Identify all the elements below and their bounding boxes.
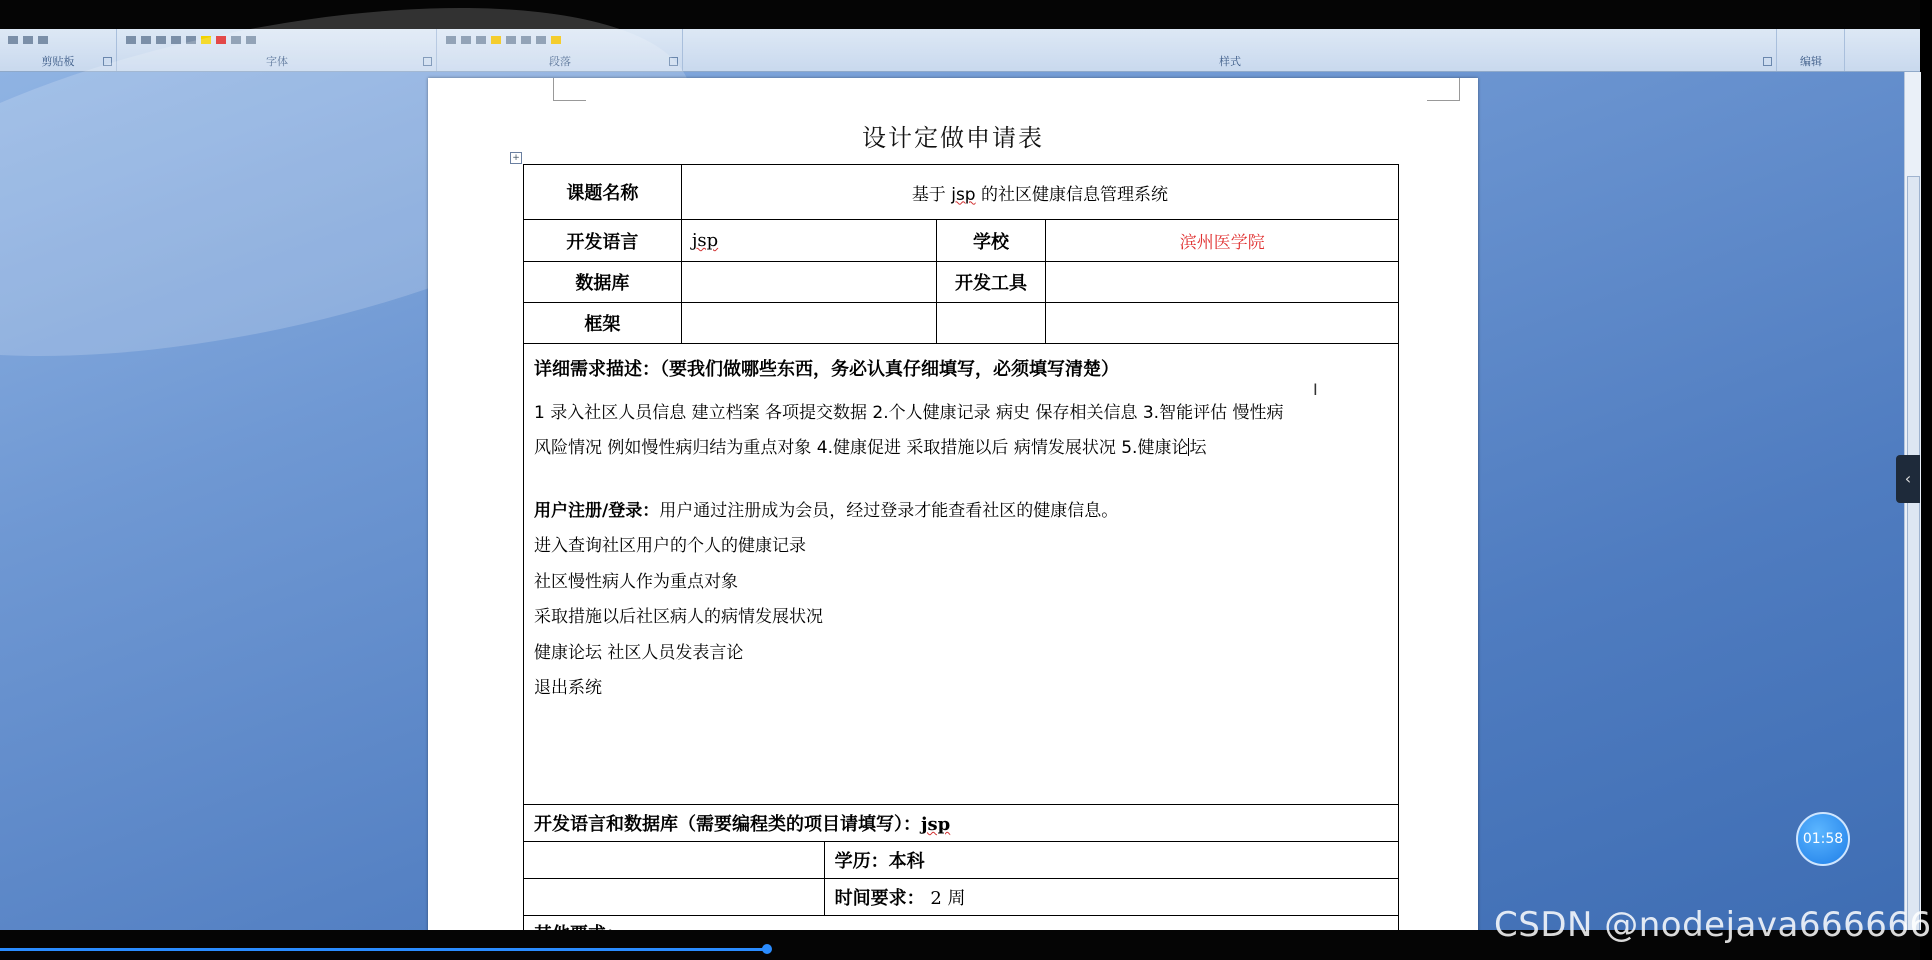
education-cell[interactable] bbox=[824, 842, 1398, 879]
db-value[interactable] bbox=[681, 262, 936, 303]
framework-label: 框架 bbox=[524, 303, 682, 344]
school-label: 学校 bbox=[936, 220, 1046, 262]
empty-cell[interactable] bbox=[524, 879, 825, 916]
lang-value-text: jsp bbox=[691, 230, 719, 251]
education-label: 学历： bbox=[834, 851, 889, 872]
video-progress-bar[interactable] bbox=[0, 948, 768, 951]
document-page[interactable] bbox=[428, 78, 1478, 938]
tool-value[interactable] bbox=[1046, 262, 1399, 303]
tool-label: 开发工具 bbox=[936, 262, 1046, 303]
register-text: 用户通过注册成为会员，经过登录才能查看社区的健康信息。 bbox=[659, 500, 1119, 521]
education-value: 本科 bbox=[888, 851, 925, 872]
table-row bbox=[524, 262, 1399, 303]
db-label: 数据库 bbox=[524, 262, 682, 303]
list-item: 退出系统 bbox=[534, 678, 602, 698]
document-workspace bbox=[0, 72, 1920, 930]
dialog-launcher-icon[interactable] bbox=[1763, 57, 1772, 66]
ribbon-group-label: 剪贴板 bbox=[41, 55, 75, 68]
framework-value[interactable] bbox=[681, 303, 936, 344]
topic-value-post: 的社区健康信息管理系统 bbox=[975, 184, 1168, 205]
register-line bbox=[534, 494, 1388, 530]
ribbon-group-clipboard[interactable] bbox=[0, 29, 117, 71]
ribbon-group-editing[interactable] bbox=[1778, 29, 1845, 71]
topic-value-jsp: jsp bbox=[951, 184, 976, 205]
document-title: 设计定做申请表 bbox=[862, 124, 1044, 152]
lang-value[interactable] bbox=[681, 220, 936, 262]
table-row bbox=[524, 805, 1399, 842]
detail-heading: 详细需求描述：（要我们做哪些东西，务必认真仔细填写，必须填写清楚） bbox=[534, 359, 1119, 380]
time-label: 时间要求： bbox=[834, 888, 925, 909]
side-panel-toggle-icon[interactable]: ‹ bbox=[1896, 455, 1920, 503]
ribbon-group-label: 样式 bbox=[1219, 55, 1241, 68]
time-cell[interactable] bbox=[824, 879, 1398, 916]
list-item: 进入查询社区用户的个人的健康记录 bbox=[534, 536, 806, 556]
dev-lang-db-label: 开发语言和数据库（需要编程类的项目请填写）： bbox=[534, 814, 921, 835]
margin-corner-mark bbox=[1427, 78, 1460, 101]
detail-line-2 bbox=[534, 431, 1388, 467]
ribbon-group-label: 编辑 bbox=[1800, 55, 1822, 68]
table-row bbox=[524, 165, 1399, 220]
detail-line-2-post: 坛 bbox=[1189, 438, 1207, 458]
scrollbar-thumb[interactable] bbox=[1907, 176, 1920, 938]
topic-label: 课题名称 bbox=[524, 165, 682, 220]
table-row bbox=[524, 303, 1399, 344]
list-item: 健康论坛 社区人员发表言论 bbox=[534, 642, 744, 663]
margin-corner-mark bbox=[553, 78, 586, 101]
detail-line-2-pre: 风险情况 例如慢性病归结为重点对象 4.健康促进 采取措施以后 病情发展状况 5.健康论 bbox=[534, 438, 1189, 458]
table-row bbox=[524, 842, 1399, 879]
table-row bbox=[524, 220, 1399, 262]
table-move-handle-icon[interactable]: + bbox=[510, 152, 522, 164]
register-label: 用户注册/登录： bbox=[534, 500, 660, 521]
dev-lang-db-value: jsp bbox=[921, 814, 951, 835]
table-row bbox=[524, 879, 1399, 916]
topic-value[interactable] bbox=[681, 165, 1398, 220]
school-value[interactable]: 滨州医学院 bbox=[1046, 220, 1399, 262]
i-beam-cursor-icon: I bbox=[1313, 380, 1318, 399]
lang-label: 开发语言 bbox=[524, 220, 682, 262]
ribbon-group-label: 字体 bbox=[266, 55, 288, 68]
detail-description-cell[interactable] bbox=[524, 344, 1399, 805]
dev-lang-db-cell[interactable] bbox=[524, 805, 1399, 842]
video-progress-handle[interactable] bbox=[762, 944, 772, 954]
time-value: 2 周 bbox=[924, 888, 966, 909]
ribbon-group-styles[interactable] bbox=[684, 29, 1777, 71]
watermark: CSDN @nodejava666666 bbox=[1494, 905, 1932, 945]
request-form-table bbox=[523, 164, 1399, 956]
detail-line-1: 1 录入社区人员信息 建立档案 各项提交数据 2.个人健康记录 病史 保存相关信息 3.智能评估 慢性病 bbox=[534, 402, 1284, 423]
list-item: 社区慢性病人作为重点对象 bbox=[534, 571, 738, 592]
table-row bbox=[524, 344, 1399, 805]
empty-cell[interactable] bbox=[936, 303, 1046, 344]
recording-timer[interactable]: 01:58 bbox=[1796, 812, 1850, 866]
empty-cell[interactable] bbox=[1046, 303, 1399, 344]
topic-value-pre: 基于 bbox=[911, 184, 952, 205]
list-item: 采取措施以后社区病人的病情发展状况 bbox=[534, 607, 823, 627]
ribbon-tools bbox=[8, 29, 53, 39]
ribbon-group-label: 段落 bbox=[549, 55, 571, 68]
empty-cell[interactable] bbox=[524, 842, 825, 879]
